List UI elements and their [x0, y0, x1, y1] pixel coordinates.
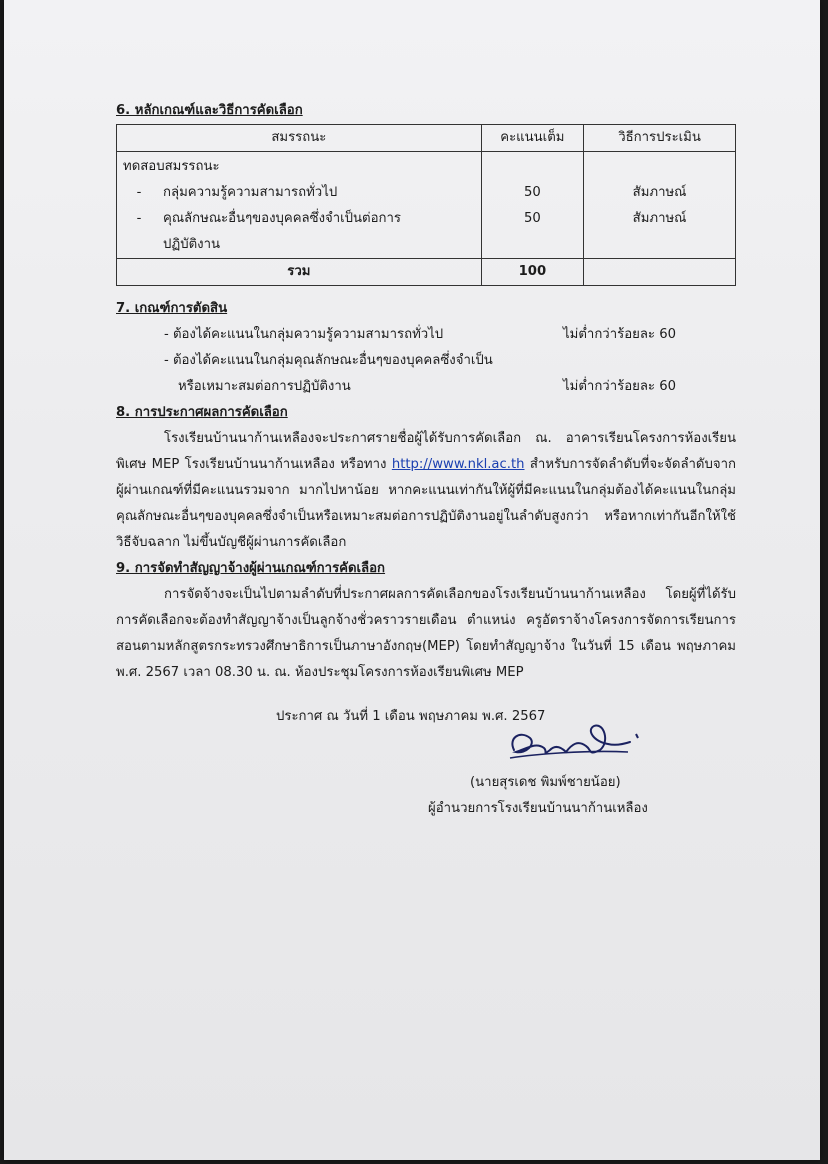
total-method-empty [584, 259, 736, 286]
signature-image [116, 714, 736, 774]
group-label: ทดสอบสมรรถนะ [123, 159, 220, 174]
document-body [116, 98, 736, 822]
section-9-paragraph: การจัดจ้างจะเป็นไปตามลำดับที่ประกาศผลการคัดเลือกของโรงเรียนบ้านนาก้านเหลือง โดยผู้ที่ได้รับการคัดเลือกจะต้องทำสัญญาจ้างเป็นลูกจ้างชั่วคราวรายเดือน ตำแหน่ง ครูอัตราจ้างโครงการจัดการเรียนการสอนตามหลักสูตรกระทรวงศึกษาธิการเป็นภาษาอังกฤษ(MEP) โดยทำสัญญาจ้าง ในวันที่ 15 เดือน พฤษภาคม พ.ศ. 2567 เวลา 08.30 น. ณ. ห้องประชุมโครงการห้องเรียนพิเศษ MEP [116, 587, 736, 680]
score-cell [481, 152, 583, 259]
score-value: 50 [523, 185, 541, 200]
website-link[interactable]: http://www.nkl.ac.th [391, 457, 525, 472]
criteria-text: - ต้องได้คะแนนในกลุ่มความรู้ความสามารถทั่วไป [164, 327, 444, 342]
section-7-heading: 7. เกณฑ์การตัดสิน [116, 301, 228, 316]
col-header-competency: สมรรถนะ [117, 125, 482, 152]
signature-area [116, 730, 736, 770]
method-value: สัมภาษณ์ [632, 185, 687, 200]
list-item [123, 206, 475, 232]
bullet: - [136, 185, 142, 200]
section-8-heading: 8. การประกาศผลการคัดเลือก [116, 405, 288, 420]
section-9-heading: 9. การจัดทำสัญญาจ้างผู้ผ่านเกณฑ์การคัดเลือก [116, 561, 386, 576]
table-total-row [117, 259, 736, 286]
announce-text: โรงเรียนบ้านนาก้านเหลืองจะประกาศรายชื่อผู้ได้รับการคัดเลือก ณ. อาคารเรียนโครงการห้องเรียนพิเศษ MEP โรงเรียนบ้านนาก้านเหลือง หรือทาง [116, 431, 736, 472]
score-value: 50 [523, 211, 541, 226]
announce-date: ประกาศ ณ วันที่ 1 เดือน พฤษภาคม พ.ศ. 2567 [276, 709, 546, 724]
criteria-line [116, 322, 736, 348]
signer-name: (นายสุรเดช พิมพ์ชายน้อย) [470, 775, 621, 790]
bullet: - [136, 211, 142, 226]
signer-position: ผู้อำนวยการโรงเรียนบ้านนาก้านเหลือง [428, 801, 648, 816]
section-8-paragraph [116, 426, 736, 556]
item-text: กลุ่มความรู้ความสามารถทั่วไป [163, 185, 338, 200]
table-header-row [117, 125, 736, 152]
list-item [123, 180, 475, 206]
total-label: รวม [117, 259, 482, 286]
item-text: คุณลักษณะอื่นๆของบุคคลซึ่งจำเป็นต่อการ [163, 211, 401, 226]
criteria-line [116, 374, 736, 400]
competency-cell [117, 152, 482, 259]
method-value: สัมภาษณ์ [632, 211, 687, 226]
total-score: 100 [481, 259, 583, 286]
criteria-table [116, 124, 736, 286]
col-header-method: วิธีการประเมิน [584, 125, 736, 152]
criteria-requirement: ไม่ต่ำกว่าร้อยละ 60 [563, 379, 676, 394]
criteria-line: - ต้องได้คะแนนในกลุ่มคุณลักษณะอื่นๆของบุคคลซึ่งจำเป็น [164, 353, 493, 368]
ranking-text: สำหรับการจัดลำดับที่จะจัดลำดับจากผู้ผ่านเกณฑ์ที่มีคะแนนรวมจาก มากไปหาน้อย หากคะแนนเท่ากันให้ผู้ที่มีคะแนนในกลุ่มต้องได้คะแนนในกลุ่มคุณลักษณะอื่นๆของบุคคลซึ่งจำเป็นหรือเหมาะสมต่อการปฏิบัติงานอยู่ในลำดับสูงกว่า หรือหากเท่ากันอีกให้ใช้วิธีจับฉลาก ไม่ขึ้นบัญชีผู้ผ่านการคัดเลือก [116, 457, 736, 550]
section-6-heading: 6. หลักเกณฑ์และวิธีการคัดเลือก [116, 103, 303, 118]
method-cell [584, 152, 736, 259]
criteria-requirement: ไม่ต่ำกว่าร้อยละ 60 [563, 327, 676, 342]
document-page [4, 0, 820, 1160]
criteria-text: หรือเหมาะสมต่อการปฏิบัติงาน [178, 379, 351, 394]
item-text-continued: ปฏิบัติงาน [163, 237, 221, 252]
table-row [117, 152, 736, 259]
col-header-full-score: คะแนนเต็ม [481, 125, 583, 152]
